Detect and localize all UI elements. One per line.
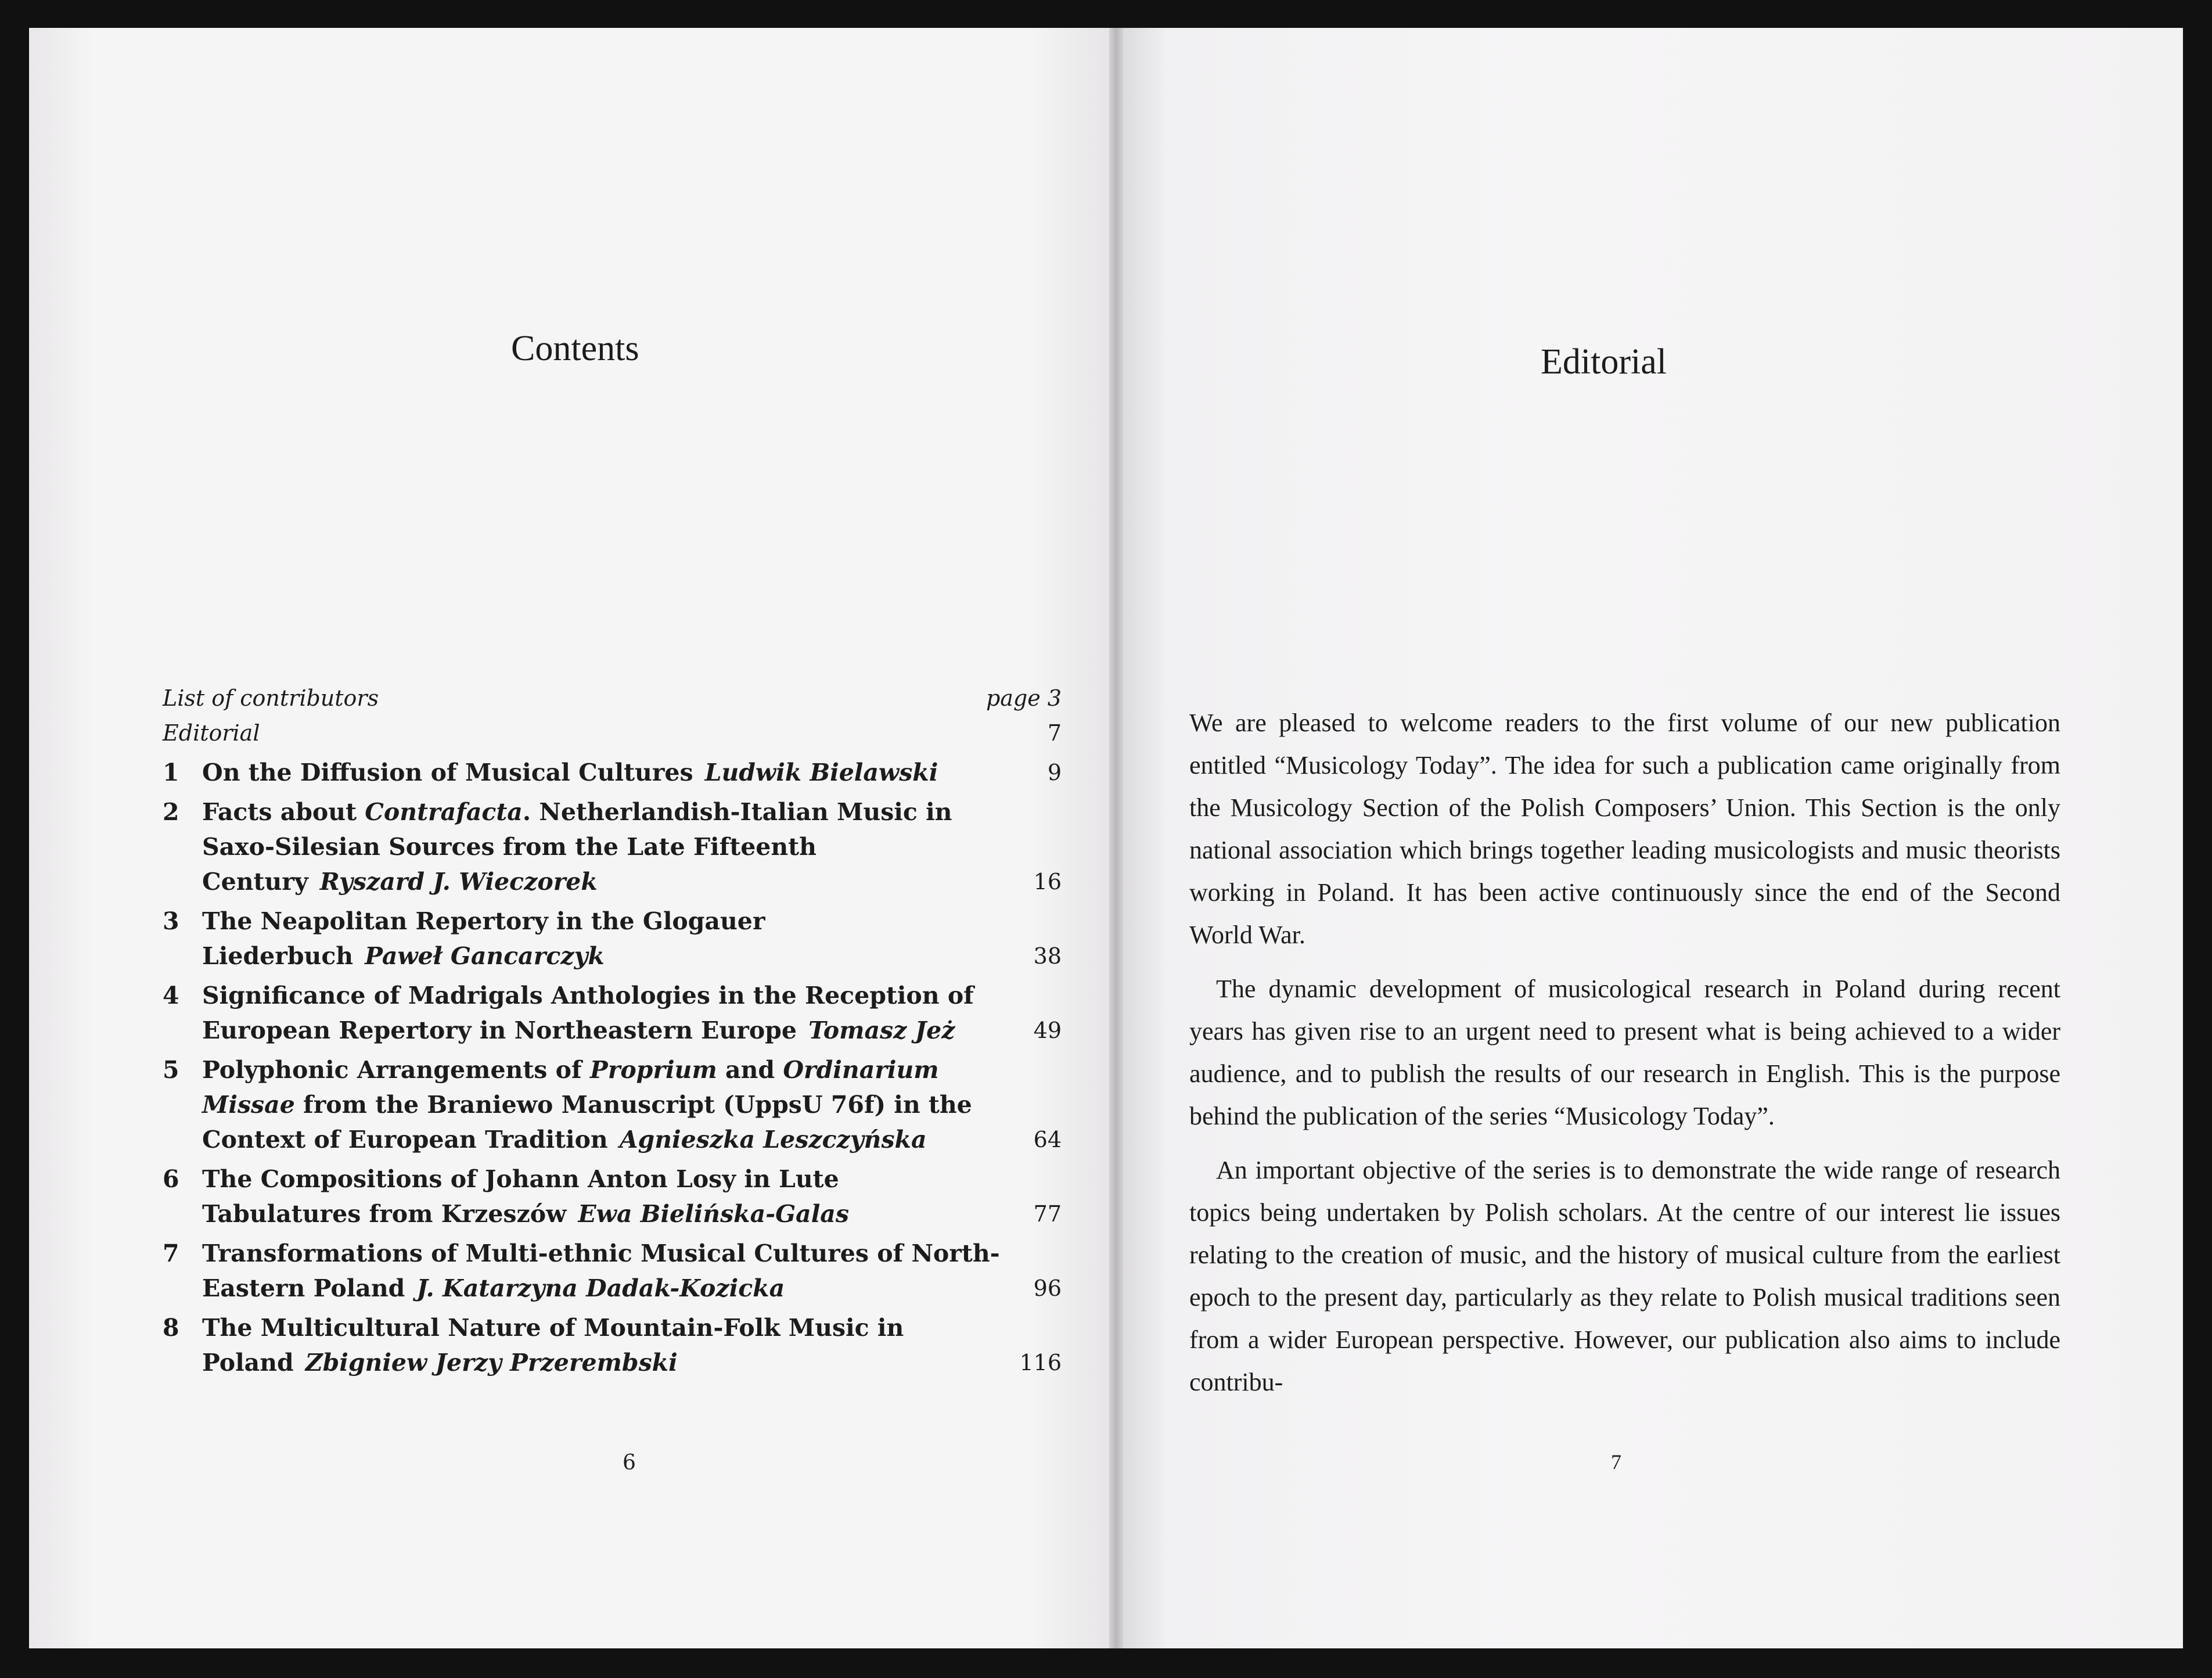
- editorial-body: [1189, 702, 2060, 1415]
- toc-entry-page: 49: [1033, 1018, 1062, 1043]
- toc-entry-page: 16: [1033, 869, 1062, 894]
- toc-entry-title: Significance of Madrigals Anthologies in the Reception of European Repertory in Northeastern Europe: [202, 982, 974, 1044]
- toc-entry-page: 38: [1033, 943, 1062, 969]
- toc-entry-author: Ewa Bielińska-Galas: [578, 1200, 849, 1228]
- toc-entry-number: 3: [163, 907, 179, 935]
- toc-entry-page: 77: [1033, 1201, 1062, 1227]
- toc-entry-number: 1: [163, 759, 179, 786]
- toc-entry-author: Tomasz Jeż: [808, 1016, 955, 1044]
- toc-entry-title: The Compositions of Johann Anton Losy in Lute Tabulatures from Krzeszów: [202, 1165, 839, 1228]
- title-part: from the Braniewo Manuscript (UppsU 76f) in the Context of European Tradition: [202, 1091, 972, 1154]
- toc-entry[interactable]: [163, 1310, 1062, 1380]
- contents-heading: Contents: [511, 329, 639, 368]
- toc-entry-page: 9: [1047, 760, 1062, 785]
- toc-entry-page: 96: [1033, 1275, 1062, 1301]
- toc-entry-author: Zbigniew Jerzy Przerembski: [305, 1349, 678, 1377]
- toc-entry-number: 7: [163, 1239, 179, 1267]
- toc-entry-number: 5: [163, 1056, 179, 1084]
- toc-entry[interactable]: [163, 904, 1062, 973]
- toc-entry-author: Agnieszka Leszczyńska: [619, 1126, 927, 1154]
- toc-entry-page: 64: [1033, 1127, 1062, 1152]
- toc-entry[interactable]: [163, 1236, 1062, 1306]
- toc-entry-author: Paweł Gancarczyk: [365, 942, 605, 970]
- toc-entry[interactable]: [163, 755, 1062, 790]
- toc-entry-page: 116: [1019, 1350, 1062, 1375]
- title-part: Facts about: [202, 798, 365, 826]
- toc-front-page: page 3: [985, 685, 1062, 711]
- toc-entry[interactable]: [163, 1162, 1062, 1231]
- title-italic-part: Proprium: [589, 1056, 717, 1084]
- toc-entry[interactable]: [163, 1052, 1062, 1157]
- title-part: . Netherlandish-Italian Music in Saxo-Silesian Sources from the Late Fifteenth Century: [202, 798, 952, 896]
- editorial-paragraph: We are pleased to welcome readers to the first volume of our new publication entitled “Musicology Today”. The idea for such a publication came originally from the Musicology Section of the Polish Composers’ Union. This Section is the only national association which brings together leading musicologists and music theorists working in Poland. It has been active continuously since the end of the Second World War.: [1189, 709, 2060, 949]
- title-part: and: [717, 1056, 783, 1084]
- toc-entry-number: 8: [163, 1314, 179, 1342]
- toc-front-label: List of contributors: [163, 685, 379, 711]
- title-italic-part: Contrafacta: [365, 798, 523, 826]
- page-number-left: 6: [623, 1451, 636, 1475]
- toc-entry[interactable]: [163, 795, 1062, 899]
- toc-entry-number: 6: [163, 1165, 179, 1193]
- table-of-contents: [163, 681, 1062, 1380]
- toc-entry-title: Transformations of Multi-ethnic Musical Cultures of North-Eastern Poland: [202, 1239, 1000, 1302]
- title-italic-part: Ordinarium Missae: [202, 1056, 939, 1119]
- editorial-paragraph: An important objective of the series is to demonstrate the wide range of research topics being undertaken by Polish scholars. At the centre of our interest lie issues relating to the creation of music, and the history of musical culture from the earliest epoch to the present day, particularly as they relate to Polish musical traditions seen from a wider European perspective. However, our publication also aims to include contribu-: [1189, 1156, 2060, 1396]
- toc-front-label: Editorial: [163, 720, 260, 746]
- editorial-paragraph: The dynamic development of musicological research in Poland during recent years has given rise to an urgent need to present what is being achieved to a wider audience, and to publish the results of our research in English. This is the purpose behind the publication of the series “Musicology Today”.: [1189, 975, 2060, 1130]
- toc-entry-author: J. Katarzyna Dadak-Kozicka: [416, 1274, 785, 1302]
- toc-entry[interactable]: [163, 978, 1062, 1048]
- toc-entry-author: Ludwik Bielawski: [704, 759, 938, 786]
- toc-entry-number: 4: [163, 982, 179, 1009]
- toc-front-page: 7: [1047, 720, 1062, 746]
- toc-entry-title: The Multicultural Nature of Mountain-Folk Music in Poland: [202, 1314, 904, 1377]
- toc-entry-number: 2: [163, 798, 179, 826]
- toc-front-matter-item[interactable]: [163, 716, 1062, 750]
- toc-entry-author: Ryszard J. Wieczorek: [319, 868, 598, 896]
- toc-front-matter-item[interactable]: [163, 681, 1062, 716]
- editorial-heading: Editorial: [1541, 342, 1667, 382]
- page-number-right: 7: [1611, 1450, 1621, 1474]
- toc-entry-title: The Neapolitan Repertory in the Glogauer Liederbuch: [202, 907, 765, 970]
- toc-entry-title: On the Diffusion of Musical Cultures: [202, 759, 693, 786]
- book-gutter: [1109, 28, 1123, 1648]
- title-part: Polyphonic Arrangements of: [202, 1056, 590, 1084]
